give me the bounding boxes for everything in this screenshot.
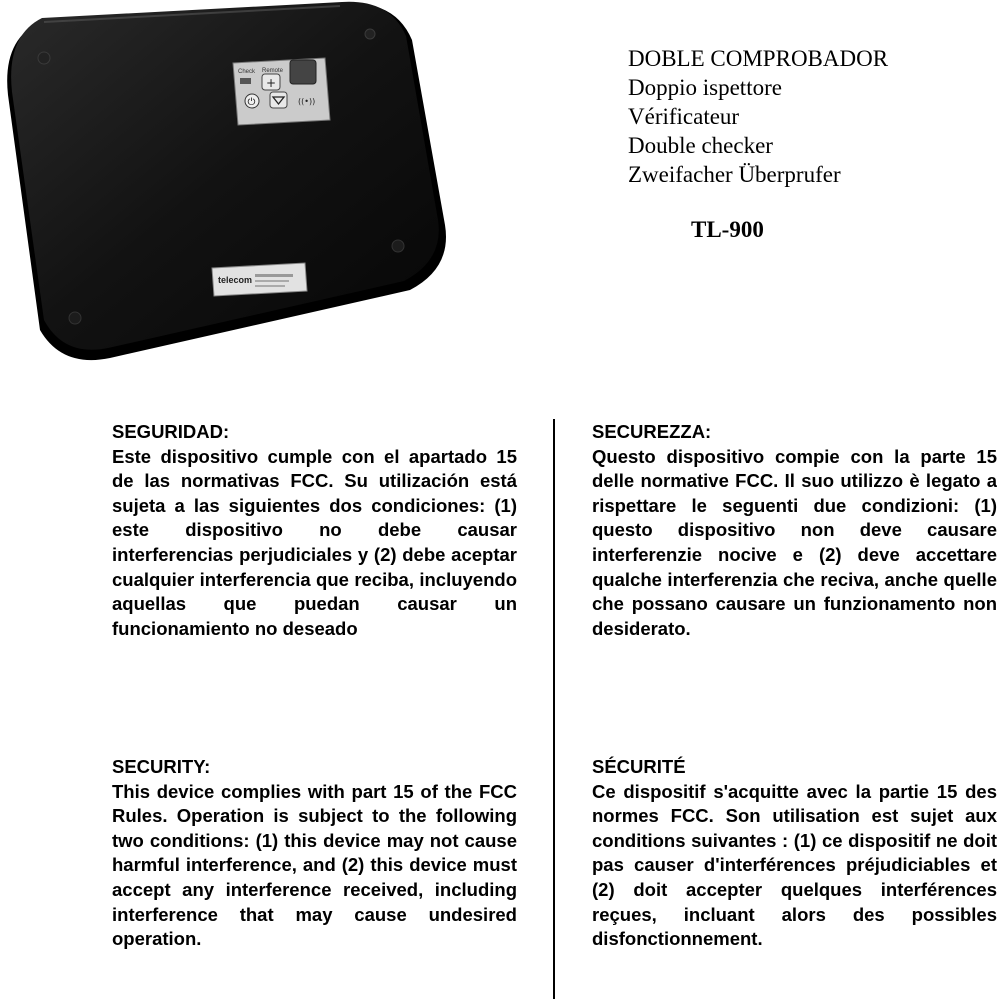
section-heading: SECUREZZA: <box>592 421 712 442</box>
section-body: This device complies with part 15 of the FCC Rules. Operation is subject to the following two conditions: (1) this device may not cause harmful interference, and (2) this device must accept any interference received, including interference that may cause undesired operation. <box>112 780 517 950</box>
title-de: Zweifacher Überprufer <box>628 162 841 187</box>
section-heading: SEGURIDAD: <box>112 421 230 442</box>
section-body: Este dispositivo cumple con el apartado 15 de las normativas FCC. Su utilización está sujeta a las siguientes dos condiciones: (1) este dispositivo no debe causar interferencias perjudiciales y (2) debe aceptar cualquier interferencia que reciba, incluyendo aquellas que puedan causar un funcionamiento no deseado <box>112 445 517 639</box>
panel-label-remote: Remote <box>262 68 284 74</box>
section-body: Questo dispositivo compie con la parte 15 delle normative FCC. Il suo utilizzo è legato a rispettare le seguenti due condizioni: (1) questo dispositivo non deve causare interferenzie nocive e (2) deve accettare qualche interferenzia che reciva, anche quelle che possano causare un funzionamento non desiderato. <box>592 445 997 639</box>
product-titles <box>628 44 888 189</box>
section-spanish <box>112 420 517 641</box>
title-it: Doppio ispettore <box>628 75 782 100</box>
signal-icon: ((•)) <box>298 97 316 106</box>
power-icon: ⏻ <box>247 97 256 108</box>
model-number: TL-900 <box>691 217 764 242</box>
device-photo <box>0 0 450 365</box>
section-french <box>592 755 997 952</box>
control-panel <box>233 58 330 125</box>
column-divider <box>553 419 555 999</box>
title-es: DOBLE COMPROBADOR <box>628 46 889 71</box>
title-fr: Vérificateur <box>628 104 740 129</box>
brand-label <box>212 263 307 296</box>
section-heading: SÉCURITÉ <box>592 756 686 777</box>
section-body: Ce dispositif s'acquitte avec la partie 15 des normes FCC. Son utilisation est sujet aux conditions suivantes : (1) ce dispositif ne doit pas causer d'interférences préjudiciables et (2) doit accepter quelques interférences reçues, incluant alors des possibles disfonctionnement. <box>592 780 997 950</box>
section-italian <box>592 420 997 641</box>
title-en: Double checker <box>628 133 773 158</box>
brand-name: telecom <box>218 275 253 285</box>
svg-text:+: + <box>266 76 277 90</box>
panel-label-check: Check <box>238 69 256 75</box>
section-heading: SECURITY: <box>112 756 211 777</box>
section-english <box>112 755 517 952</box>
